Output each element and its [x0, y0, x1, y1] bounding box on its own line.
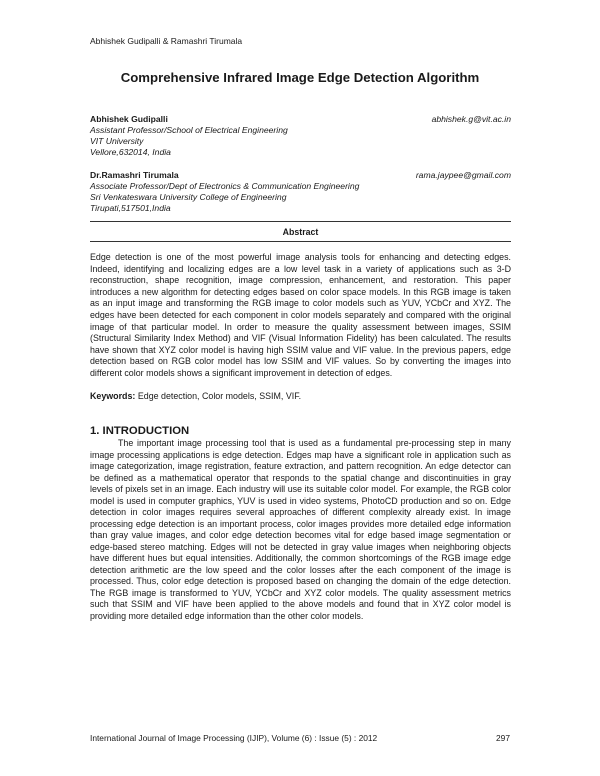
keywords-list: Edge detection, Color models, SSIM, VIF.: [135, 391, 302, 401]
author-affiliation-line: Vellore,632014, India: [90, 146, 171, 157]
abstract-bottom-rule: [90, 241, 511, 242]
author-name: Dr.Ramashri Tirumala: [90, 170, 179, 180]
author-affiliation-line: Assistant Professor/School of Electrical Engineering: [90, 125, 288, 135]
keywords: [90, 391, 511, 401]
author-affiliation-line: Sri Venkateswara University College of Engineering: [90, 191, 287, 202]
section-heading: 1. INTRODUCTION: [90, 425, 190, 437]
author-affiliation-line: Tirupati,517501,India: [90, 202, 171, 213]
author-name: Abhishek Gudipalli: [90, 114, 168, 124]
abstract-top-rule: [90, 221, 511, 222]
author-email: abhishek.g@vit.ac.in: [431, 114, 511, 124]
paper-title: Comprehensive Infrared Image Edge Detection Algorithm: [120, 70, 480, 85]
footer-journal-citation: International Journal of Image Processing (IJIP), Volume (6) : Issue (5) : 2012: [90, 733, 378, 743]
author-email: rama.jaypee@gmail.com: [415, 170, 511, 180]
author-block: [90, 170, 511, 213]
introduction-text: The important image processing tool that is used as a fundamental pre-processing step in many image processing applications is edge detection. Edges map have a significant role in application such as image categorization, image registration, feature extraction, and pattern recognition. An edge detector can be defined as a mathematical operator that responds to the spatial change and discontinuities in gray levels of pixels set in an image. Each industry will use its suitable color model. For example, the RGB color model is used in computer graphics, YUV is used in video systems, PhotoCD production and so on. Edge detection in color images requires several approaches of different complexity already exist. In image processing edge detection is an important process, color images provides more detailed edge information than gray value images, and color edge detection becomes vital for edge based image segmentation or edge-based stereo matching. Edges will not be detected in gray value images when neighboring objects have different hues but equal intensities. Additionally, the common shortcomings of the RGB image edge detection arithmetic are the low speed and the color losses after the each component of the image is processed. Thus, color edge detection is proposed based on changing the domain of the edge detection. The RGB image is transformed to YUV, YCbCr and XYZ color models. The quality assessment metrics such that SSIM and VIF have been applied to the above models and found that in XYZ color model is providing more detailed edge information than the other color models.: [90, 438, 511, 621]
footer-page-number: 297: [496, 733, 510, 743]
abstract-heading: Abstract: [282, 227, 319, 237]
author-affiliation-line: VIT University: [90, 135, 144, 146]
keywords-label: Keywords:: [90, 391, 136, 401]
abstract-text: Edge detection is one of the most powerful image analysis tools for enhancing and detecting edges. Indeed, identifying and localizing edges are a low level task in a variety of applications such as 3-D reconstruction, shape recognition, image compression, enhancement, and restoration. This paper introduces a new algorithm for detecting edges based on color space models. In this RGB image is taken as an input image and transforming the RGB image to color models such as YUV, YCbCr and XYZ. The edges have been detected for each component in color models separately and compared with the original image of that particular model. In order to measure the quality assessment between images, SSIM (Structural Similarity Index Method) and VIF (Visual Information Fidelity) has been calculated. The results have shown that XYZ color model is having high SSIM value and VIF value. In the previous papers, edge detection based on RGB color model has low SSIM and VIF values. So by converting the images into different color models shows a significant improvement in detection of edges.: [90, 252, 511, 378]
running-head: Abhishek Gudipalli & Ramashri Tirumala: [90, 36, 243, 46]
author-affiliation-line: Associate Professor/Dept of Electronics & Communication Engineering: [90, 181, 360, 191]
author-block: [90, 114, 511, 157]
